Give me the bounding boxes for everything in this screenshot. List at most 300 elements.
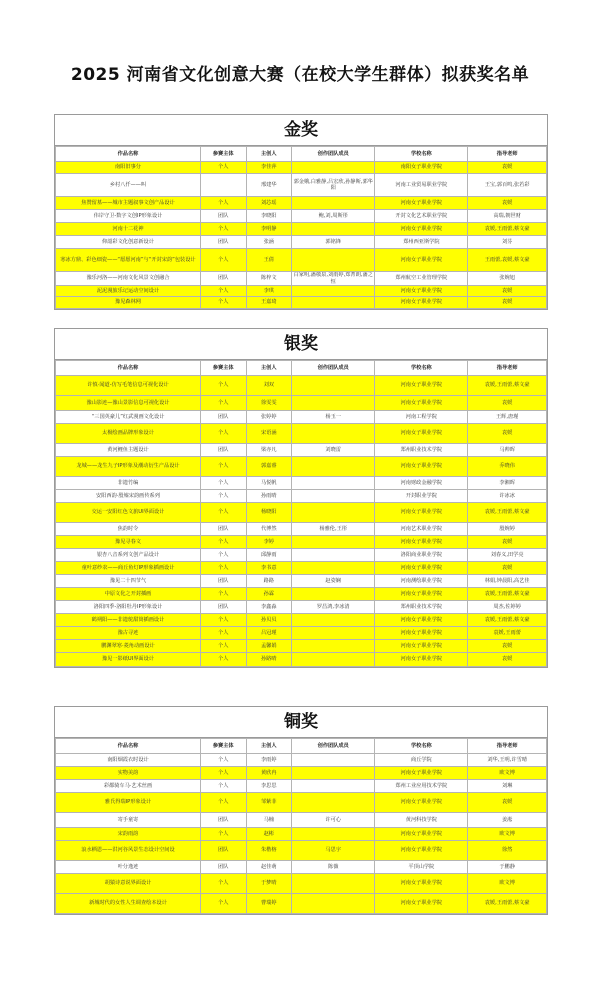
table-row (56, 286, 547, 297)
gold-award-section (54, 114, 548, 310)
advisor-cell: 袁媛 (468, 286, 547, 297)
entrant-type-cell: 个人 (200, 376, 246, 396)
school-name-cell: 河南女子职业学院 (375, 627, 468, 640)
lead-creator-cell: 李书意 (246, 562, 292, 575)
entrant-type-cell: 个人 (200, 780, 246, 793)
lead-creator-cell: 邱静雨 (246, 549, 292, 562)
work-name-cell: 豫见寻春文 (56, 536, 201, 549)
table-row (56, 490, 547, 503)
work-name-cell: 中原文化之开封插画 (56, 588, 201, 601)
school-name-cell: 河南女子职业学院 (375, 874, 468, 894)
team-members-cell: 郭金娥,白雅静,吕宏欣,孙静斯,郭华阳 (292, 174, 375, 197)
school-name-cell: 河南艺术职业学院 (375, 523, 468, 536)
table-header-row (56, 739, 547, 754)
entrant-type-cell: 个人 (200, 793, 246, 813)
lead-creator-cell: 刘芯瑶 (246, 197, 292, 210)
team-members-cell: 许可心 (292, 813, 375, 828)
lead-creator-cell: 李晓阳 (246, 210, 292, 223)
lead-creator-cell: 黄欣冉 (246, 767, 292, 780)
entrant-type-cell: 个人 (200, 588, 246, 601)
entrant-type-cell: 团队 (200, 272, 246, 286)
lead-creator-cell: 李雨婷 (246, 754, 292, 767)
column-header: 主创人 (246, 361, 292, 376)
school-name-cell: 河南女子职业学院 (375, 588, 468, 601)
school-name-cell: 郑州航空工业管理学院 (375, 272, 468, 286)
entrant-type-cell: 个人 (200, 396, 246, 411)
lead-creator-cell: 李明静 (246, 223, 292, 236)
column-header: 参赛主体 (200, 147, 246, 162)
table-row (56, 411, 547, 424)
advisor-cell: 袁媛,王雨蕾 (468, 627, 547, 640)
advisor-cell: 袁媛,王雨蕾,蔡文豪 (468, 503, 547, 523)
column-header: 指导老师 (468, 361, 547, 376)
work-name-cell: 雅氏得瑞IP形象设计 (56, 793, 201, 813)
work-name-cell: 伟岸守卫-数字文创IP形象设计 (56, 210, 201, 223)
team-members-cell (292, 627, 375, 640)
team-members-cell (292, 490, 375, 503)
column-header: 学校名称 (375, 147, 468, 162)
lead-creator-cell: 代博然 (246, 523, 292, 536)
lead-creator-cell: 孟馨娟 (246, 640, 292, 653)
advisor-cell: 欧文博 (468, 767, 547, 780)
entrant-type-cell: 个人 (200, 297, 246, 309)
team-members-cell (292, 424, 375, 444)
entrant-type-cell: 个人 (200, 197, 246, 210)
advisor-cell: 袁媛 (468, 793, 547, 813)
school-name-cell: 河南女子职业学院 (375, 286, 468, 297)
advisor-cell: 袁媛,王雨蕾,蔡文豪 (468, 588, 547, 601)
advisor-cell: 周杰,佐婷婷 (468, 601, 547, 614)
lead-creator-cell: 邹紫菲 (246, 793, 292, 813)
team-members-cell: 鲍,刘,周斯彤 (292, 210, 375, 223)
school-name-cell: 商丘学院 (375, 754, 468, 767)
work-name-cell: 豫山影迹—豫山景影信息可视化设计 (56, 396, 201, 411)
lead-creator-cell: 李思思 (246, 780, 292, 793)
work-name-cell: 豫乐河洛——河南文化风景文创融合 (56, 272, 201, 286)
work-name-cell: 洛阳四季-洛阳牡丹IP形象设计 (56, 601, 201, 614)
lead-creator-cell: 李鑫淼 (246, 601, 292, 614)
school-name-cell: 河南工业贸易职业学院 (375, 174, 468, 197)
team-members-cell (292, 588, 375, 601)
school-name-cell: 河南女子职业学院 (375, 457, 468, 477)
advisor-cell: 欧文博 (468, 828, 547, 841)
entrant-type-cell: 个人 (200, 490, 246, 503)
entrant-type-cell: 个人 (200, 828, 246, 841)
table-row (56, 874, 547, 894)
advisor-cell: 袁媛 (468, 197, 547, 210)
table-row (56, 249, 547, 272)
gold-award-table (55, 146, 547, 309)
silver-award-table (55, 360, 547, 667)
table-row (56, 376, 547, 396)
table-row (56, 813, 547, 828)
team-members-cell: 郭铭锋 (292, 236, 375, 249)
team-members-cell: 赵姿娴 (292, 575, 375, 588)
advisor-cell: 王辉,唐瑾 (468, 411, 547, 424)
advisor-cell: 刘华,王明,许雪晴 (468, 754, 547, 767)
lead-creator-cell: 刘双 (246, 376, 292, 396)
entrant-type-cell: 个人 (200, 754, 246, 767)
work-name-cell: 焦赞留墓——城市主题叙事文创产品设计 (56, 197, 201, 210)
entrant-type-cell: 个人 (200, 162, 246, 174)
advisor-cell: 袁媛 (468, 640, 547, 653)
lead-creator-cell: 孙霖 (246, 588, 292, 601)
entrant-type-cell: 个人 (200, 477, 246, 490)
school-name-cell: 郑州工业应用技术学院 (375, 780, 468, 793)
lead-creator-cell: 张婷婷 (246, 411, 292, 424)
lead-creator-cell: 于梦晴 (246, 874, 292, 894)
school-name-cell: 河南女子职业学院 (375, 894, 468, 914)
entrant-type-cell: 个人 (200, 767, 246, 780)
work-name-cell: 童叶意纱农——商丘鱼灯IP形象插画设计 (56, 562, 201, 575)
entrant-type-cell: 个人 (200, 249, 246, 272)
column-header: 创作团队成员 (292, 739, 375, 754)
table-row (56, 223, 547, 236)
column-header: 学校名称 (375, 361, 468, 376)
lead-creator-cell: 郭嘉睿 (246, 457, 292, 477)
team-members-cell (292, 297, 375, 309)
school-name-cell: 河南女子职业学院 (375, 396, 468, 411)
advisor-cell: 袁媛 (468, 653, 547, 667)
work-name-cell: 浪水栖恩——洪河谷风景生态设计空间设 (56, 841, 201, 861)
work-name-cell: 银杏八音系列文创产品设计 (56, 549, 201, 562)
work-name-cell: 河南十二花神 (56, 223, 201, 236)
work-name-cell: 太极绘画品牌形象设计 (56, 424, 201, 444)
work-name-cell: 黄河鲤鱼主题设计 (56, 444, 201, 457)
team-members-cell (292, 197, 375, 210)
advisor-cell: 王宝,郭百鸣,张若彩 (468, 174, 547, 197)
team-members-cell (292, 562, 375, 575)
lead-creator-cell: 马悦帆 (246, 477, 292, 490)
table-row (56, 477, 547, 490)
table-row (56, 162, 547, 174)
team-members-cell (292, 376, 375, 396)
advisor-cell: 袁媛,王雨蕾,蔡文豪 (468, 223, 547, 236)
entrant-type-cell: 团队 (200, 601, 246, 614)
advisor-cell: 刘琳 (468, 780, 547, 793)
entrant-type-cell: 个人 (200, 536, 246, 549)
school-name-cell: 开封职业学院 (375, 490, 468, 503)
advisor-cell: 刘芬 (468, 236, 547, 249)
table-row (56, 562, 547, 575)
table-row (56, 841, 547, 861)
entrant-type-cell: 团队 (200, 841, 246, 861)
table-row (56, 894, 547, 914)
team-members-cell: 刘晓雷 (292, 444, 375, 457)
table-row (56, 297, 547, 309)
school-name-cell: 河南测绘职业学院 (375, 575, 468, 588)
table-row (56, 536, 547, 549)
school-name-cell: 河南财政金融学院 (375, 477, 468, 490)
team-members-cell: 陈薇 (292, 861, 375, 874)
team-members-cell (292, 477, 375, 490)
advisor-cell: 马帅晖 (468, 444, 547, 457)
work-name-cell: 豫见二十四节气 (56, 575, 201, 588)
table-row (56, 653, 547, 667)
entrant-type-cell: 个人 (200, 424, 246, 444)
entrant-type-cell (200, 174, 246, 197)
section-title-gold: 金奖 (55, 115, 547, 146)
advisor-cell: 袁媛,王雨蕾,蔡文豪 (468, 894, 547, 914)
work-name-cell: 南阳烟霞衣时设计 (56, 754, 201, 767)
team-members-cell (292, 640, 375, 653)
work-name-cell: 叶分逸迹 (56, 861, 201, 874)
table-row (56, 754, 547, 767)
advisor-cell: 袁媛,王雨蕾,蔡文豪 (468, 614, 547, 627)
column-header: 主创人 (246, 147, 292, 162)
advisor-cell: 于鹏静 (468, 861, 547, 874)
lead-creator-cell: 王嘉琦 (246, 297, 292, 309)
table-row (56, 861, 547, 874)
table-row (56, 767, 547, 780)
column-header: 指导老师 (468, 147, 547, 162)
table-row (56, 503, 547, 523)
work-name-cell: 寒冰方鼎、彩色细瓷——“愿愿河南”与“开封宋韵”包装设计 (56, 249, 201, 272)
entrant-type-cell: 个人 (200, 457, 246, 477)
team-members-cell (292, 894, 375, 914)
work-name-cell: 非遗竹编 (56, 477, 201, 490)
table-row (56, 197, 547, 210)
entrant-type-cell: 个人 (200, 549, 246, 562)
advisor-cell: 乔晓伟 (468, 457, 547, 477)
school-name-cell: 河南女子职业学院 (375, 793, 468, 813)
work-name-cell: 乡村八仟——叫 (56, 174, 201, 197)
column-header: 学校名称 (375, 739, 468, 754)
column-header: 主创人 (246, 739, 292, 754)
school-name-cell: 黄河科技学院 (375, 813, 468, 828)
work-name-cell: 安阳西韵·殷墟宋韵画传系列 (56, 490, 201, 503)
work-name-cell: 豫古寻迹 (56, 627, 201, 640)
lead-creator-cell: 徐雯雯 (246, 396, 292, 411)
school-name-cell: 河南女子职业学院 (375, 653, 468, 667)
team-members-cell (292, 249, 375, 272)
school-name-cell: 河南女子职业学院 (375, 562, 468, 575)
bronze-award-section (54, 706, 548, 915)
school-name-cell: 河南女子职业学院 (375, 376, 468, 396)
team-members-cell (292, 549, 375, 562)
work-name-cell: 鹤朔阳——非遗鸵甜筒插画设计 (56, 614, 201, 627)
work-name-cell: 实物美韵 (56, 767, 201, 780)
entrant-type-cell: 个人 (200, 627, 246, 640)
table-row (56, 523, 547, 536)
team-members-cell (292, 874, 375, 894)
work-name-cell: 南阳旧事分 (56, 162, 201, 174)
team-members-cell (292, 767, 375, 780)
entrant-type-cell: 团队 (200, 236, 246, 249)
advisor-cell: 许冰冰 (468, 490, 547, 503)
entrant-type-cell: 个人 (200, 223, 246, 236)
lead-creator-cell: 曹瑞婷 (246, 894, 292, 914)
team-members-cell (292, 754, 375, 767)
work-name-cell: 交运一安阳红色文旅UI界面设计 (56, 503, 201, 523)
advisor-cell: 李湘晖 (468, 477, 547, 490)
team-members-cell (292, 536, 375, 549)
lead-creator-cell: 王倩 (246, 249, 292, 272)
lead-creator-cell: 李佳萍 (246, 162, 292, 174)
table-row (56, 236, 547, 249)
team-members-cell: 杨雅伦,王彤 (292, 523, 375, 536)
team-members-cell (292, 503, 375, 523)
entrant-type-cell: 团队 (200, 575, 246, 588)
lead-creator-cell: 孙贝贝 (246, 614, 292, 627)
school-name-cell: 河南女子职业学院 (375, 614, 468, 627)
column-header: 创作团队成员 (292, 147, 375, 162)
lead-creator-cell: 陈梓文 (246, 272, 292, 286)
column-header: 作品名称 (56, 147, 201, 162)
advisor-cell: 殷婉婷 (468, 523, 547, 536)
lead-creator-cell: 吕冠瑾 (246, 627, 292, 640)
table-row (56, 549, 547, 562)
table-row (56, 828, 547, 841)
lead-creator-cell: 赵彬 (246, 828, 292, 841)
school-name-cell: 河南女子职业学院 (375, 828, 468, 841)
lead-creator-cell: 孙路晴 (246, 653, 292, 667)
school-name-cell: 河南工程学院 (375, 411, 468, 424)
entrant-type-cell: 团队 (200, 813, 246, 828)
table-row (56, 457, 547, 477)
lead-creator-cell: 赵佳萌 (246, 861, 292, 874)
school-name-cell: 河南女子职业学院 (375, 841, 468, 861)
work-name-cell: 仰韶彩文化创意新设计 (56, 236, 201, 249)
lead-creator-cell: 路路 (246, 575, 292, 588)
lead-creator-cell: 李琪 (246, 286, 292, 297)
table-header-row (56, 361, 547, 376)
table-row (56, 614, 547, 627)
lead-creator-cell: 宋语涵 (246, 424, 292, 444)
school-name-cell: 河南女子职业学院 (375, 503, 468, 523)
column-header: 参赛主体 (200, 361, 246, 376)
table-row (56, 396, 547, 411)
column-header: 作品名称 (56, 739, 201, 754)
advisor-cell: 袁媛 (468, 562, 547, 575)
work-name-cell: 焦韵时令 (56, 523, 201, 536)
team-members-cell: 罗昌鸿,李冰清 (292, 601, 375, 614)
table-header-row (56, 147, 547, 162)
section-title-silver: 银奖 (55, 329, 547, 360)
team-members-cell (292, 793, 375, 813)
work-name-cell: 泥泥漫旅乐记运动空间设计 (56, 286, 201, 297)
entrant-type-cell: 团队 (200, 210, 246, 223)
entrant-type-cell: 个人 (200, 562, 246, 575)
page-title: 2025 河南省文化创意大赛（在校大学生群体）拟获奖名单 (70, 65, 530, 85)
team-members-cell (292, 653, 375, 667)
team-members-cell (292, 828, 375, 841)
school-name-cell: 郑州西亚斯学院 (375, 236, 468, 249)
school-name-cell: 河南女子职业学院 (375, 767, 468, 780)
bronze-award-table (55, 738, 547, 914)
school-name-cell: 河南女子职业学院 (375, 424, 468, 444)
entrant-type-cell: 个人 (200, 286, 246, 297)
school-name-cell: 南阳女子职业学院 (375, 162, 468, 174)
table-row (56, 575, 547, 588)
section-title-bronze: 铜奖 (55, 707, 547, 738)
lead-creator-cell: 杨晓阳 (246, 503, 292, 523)
entrant-type-cell: 个人 (200, 640, 246, 653)
entrant-type-cell: 团队 (200, 523, 246, 536)
team-members-cell (292, 457, 375, 477)
work-name-cell: 新城时代的女性人生调查绘本设计 (56, 894, 201, 914)
school-name-cell: 平顶山学院 (375, 861, 468, 874)
silver-award-section (54, 328, 548, 668)
advisor-cell: 袁媛 (468, 396, 547, 411)
table-row (56, 627, 547, 640)
work-name-cell: 许慎·闻道-仿写毛笔信息可视化设计 (56, 376, 201, 396)
column-header: 参赛主体 (200, 739, 246, 754)
table-row (56, 272, 547, 286)
entrant-type-cell: 团队 (200, 861, 246, 874)
table-row (56, 601, 547, 614)
entrant-type-cell: 个人 (200, 894, 246, 914)
advisor-cell: 刘春义,田学亮 (468, 549, 547, 562)
team-members-cell (292, 780, 375, 793)
lead-creator-cell: 朱楷榕 (246, 841, 292, 861)
school-name-cell: 郑州职业技术学院 (375, 444, 468, 457)
school-name-cell: 河南女子职业学院 (375, 197, 468, 210)
entrant-type-cell: 团队 (200, 411, 246, 424)
team-members-cell (292, 614, 375, 627)
advisor-cell: 张婉旭 (468, 272, 547, 286)
school-name-cell: 河南女子职业学院 (375, 297, 468, 309)
work-name-cell: 彩都骑车马·艺术丝画 (56, 780, 201, 793)
advisor-cell: 袁媛,王雨蕾,蔡文豪 (468, 376, 547, 396)
entrant-type-cell: 个人 (200, 874, 246, 894)
school-name-cell: 郑州职业技术学院 (375, 601, 468, 614)
table-row (56, 780, 547, 793)
advisor-cell: 王雨蕾,袁媛,蔡文豪 (468, 249, 547, 272)
advisor-cell: 袁媛 (468, 536, 547, 549)
team-members-cell (292, 162, 375, 174)
lead-creator-cell: 李婷 (246, 536, 292, 549)
table-row (56, 174, 547, 197)
school-name-cell: 河南女子职业学院 (375, 249, 468, 272)
advisor-cell: 袁媛 (468, 162, 547, 174)
team-members-cell: 白家明,潘敬泉,刘雨婷,郑菁朗,潘之恒 (292, 272, 375, 286)
table-row (56, 793, 547, 813)
table-row (56, 444, 547, 457)
advisor-cell: 林娟,钟晨阳,高艺佳 (468, 575, 547, 588)
entrant-type-cell: 个人 (200, 503, 246, 523)
team-members-cell (292, 223, 375, 236)
lead-creator-cell: 梁亦凡 (246, 444, 292, 457)
advisor-cell: 徐然 (468, 841, 547, 861)
advisor-cell: 姜淞 (468, 813, 547, 828)
school-name-cell: 洛阳商业职业学院 (375, 549, 468, 562)
lead-creator-cell: 孙雨晴 (246, 490, 292, 503)
work-name-cell: 胡猿诗意说界面设计 (56, 874, 201, 894)
work-name-cell: 豫见一影纸UI界面设计 (56, 653, 201, 667)
column-header: 作品名称 (56, 361, 201, 376)
table-row (56, 588, 547, 601)
work-name-cell: 龙城——龙生九子IP形象及潮动衍生产品设计 (56, 457, 201, 477)
team-members-cell: 杨玉一 (292, 411, 375, 424)
table-row (56, 424, 547, 444)
advisor-cell: 欧文博 (468, 874, 547, 894)
work-name-cell: 宋韵雨韵 (56, 828, 201, 841)
entrant-type-cell: 个人 (200, 614, 246, 627)
table-row (56, 210, 547, 223)
entrant-type-cell: 团队 (200, 444, 246, 457)
lead-creator-cell: 张涵 (246, 236, 292, 249)
school-name-cell: 河南女子职业学院 (375, 640, 468, 653)
work-name-cell: 寄手童寄 (56, 813, 201, 828)
lead-creator-cell: 马楠 (246, 813, 292, 828)
team-members-cell (292, 286, 375, 297)
column-header: 指导老师 (468, 739, 547, 754)
school-name-cell: 河南女子职业学院 (375, 223, 468, 236)
team-members-cell: 马思宇 (292, 841, 375, 861)
lead-creator-cell: 邢建华 (246, 174, 292, 197)
advisor-cell: 袁媛 (468, 424, 547, 444)
